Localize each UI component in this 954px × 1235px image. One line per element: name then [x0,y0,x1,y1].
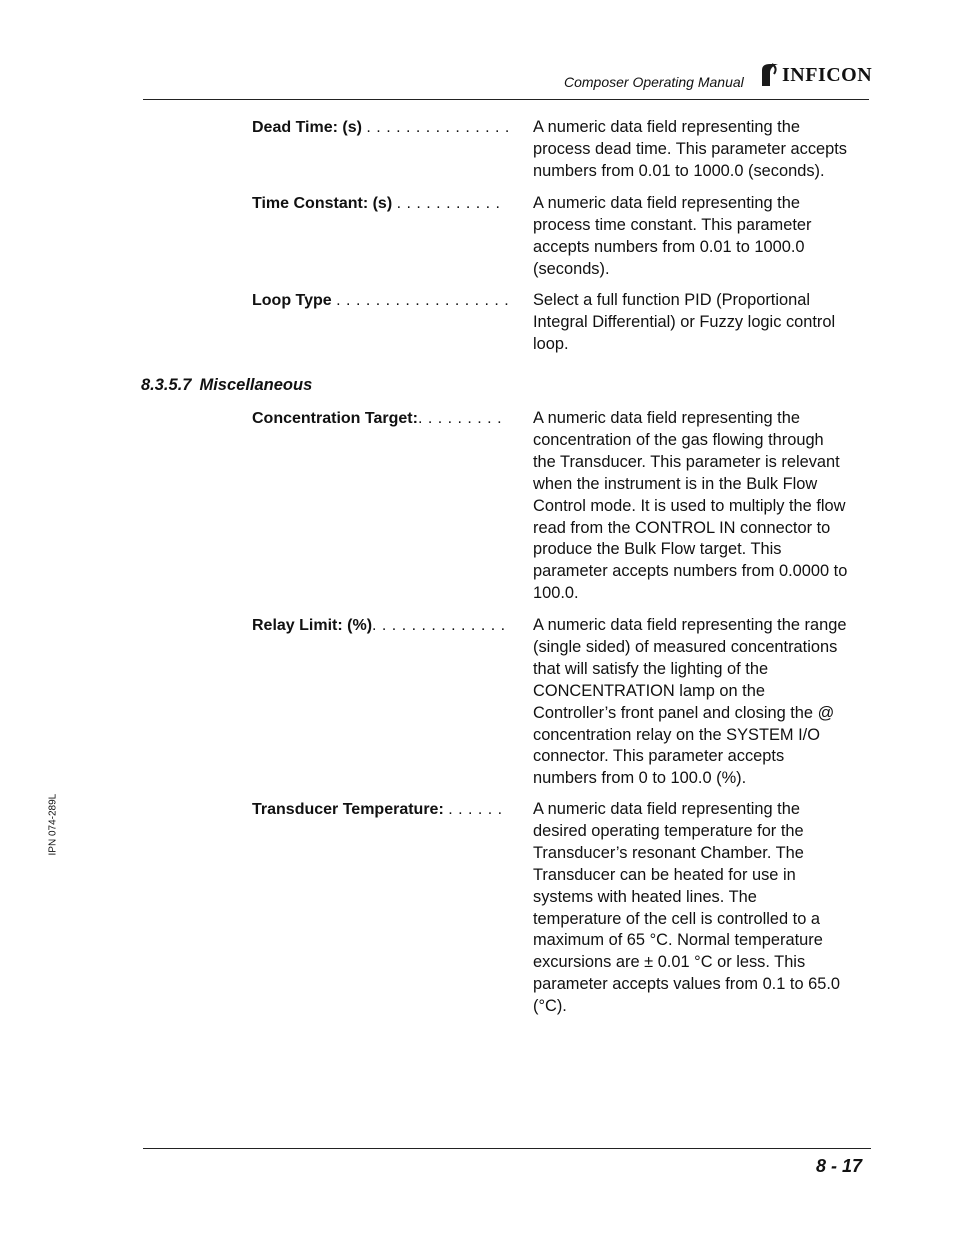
desc-line: process time constant. This parameter [533,215,812,234]
desc-concentration-target [533,408,868,605]
desc-line: when the instrument is in the Bulk Flow [533,474,818,493]
desc-line: that will satisfy the lighting of the [533,659,769,678]
term-time-constant [252,193,530,215]
desc-relay-limit [533,615,868,790]
desc-line: Controller’s front panel and closing the @ [533,703,835,722]
desc-line: parameter accepts values from 0.1 to 65.0 [533,975,841,994]
manual-title: Composer Operating Manual [564,74,744,90]
desc-time-constant [533,193,868,281]
desc-line: (seconds). [533,259,610,278]
desc-line: produce the Bulk Flow target. This [533,540,782,559]
desc-line: A numeric data field representing the [533,194,800,212]
desc-line: Select a full function PID (Proportional [533,291,810,309]
term-dead-time [252,117,530,139]
logo-text: INFICON [782,63,873,86]
desc-line: concentration relay on the SYSTEM I/O [533,725,820,744]
desc-line: read from the CONTROL IN connector to [533,518,831,537]
desc-line: A numeric data field representing the range [533,616,847,634]
section-number: 8.3.5.7 [141,376,192,394]
desc-line: Integral Differential) or Fuzzy logic control [533,312,836,331]
term-label: Relay Limit: (%) [252,617,373,634]
leader-dots: . . . . . . . . . [417,410,503,427]
header-rule [143,99,869,100]
desc-line: connector. This parameter accepts [533,747,785,766]
term-label: Concentration Target: [252,410,418,427]
document-ipn-label: IPN 074-289L [47,793,59,856]
term-relay-limit [252,615,530,637]
desc-line: Transducer’s resonant Chamber. The [533,843,804,862]
leader-dots: . . . . . . . . . . . . . . . . . . [336,292,510,309]
desc-line: process dead time. This parameter accepts [533,139,847,158]
desc-line: (°C). [533,997,567,1016]
desc-line: systems with heated lines. The [533,887,757,906]
leader-dots: . . . . . . . . . . . . . . . [366,119,510,136]
desc-line: (single sided) of measured concentrations [533,637,838,656]
inficon-logo-icon [758,62,780,88]
footer-rule [143,1148,871,1149]
desc-line: A numeric data field representing the [533,409,800,427]
desc-line: parameter accepts numbers from 0.0000 to [533,562,848,581]
term-transducer-temperature [252,799,530,821]
desc-loop-type [533,290,868,356]
desc-line: CONCENTRATION lamp on the [533,681,765,700]
term-label: Transducer Temperature: [252,801,444,818]
term-label: Dead Time: (s) [252,119,362,136]
inficon-logo [758,60,872,90]
term-label: Loop Type [252,292,332,309]
desc-line: Control mode. It is used to multiply the flow [533,496,846,515]
leader-dots: . . . . . . [448,801,503,818]
leader-dots: . . . . . . . . . . . . . . [372,617,506,634]
page-number: 8 - 17 [816,1156,863,1176]
desc-line: 100.0. [533,584,579,603]
term-label: Time Constant: (s) [252,195,393,212]
desc-line: A numeric data field representing the [533,118,800,136]
leader-dots: . . . . . . . . . . . [396,195,501,212]
desc-transducer-temperature [533,799,868,1018]
desc-dead-time [533,117,868,183]
desc-line: accepts numbers from 0.01 to 1000.0 [533,237,805,256]
desc-line: numbers from 0 to 100.0 (%). [533,769,747,788]
desc-line: Transducer can be heated for use in [533,865,796,884]
desc-line: the Transducer. This parameter is relevant [533,452,840,471]
desc-line: maximum of 65 °C. Normal temperature [533,931,823,950]
desc-line: excursions are ± 0.01 °C or less. This [533,953,806,972]
section-heading [141,376,312,395]
desc-line: concentration of the gas flowing through [533,430,824,449]
desc-line: A numeric data field representing the [533,800,800,818]
term-concentration-target [252,408,530,430]
desc-line: desired operating temperature for the [533,821,804,840]
section-title: Miscellaneous [199,376,313,394]
desc-line: loop. [533,334,569,353]
term-loop-type [252,290,530,312]
desc-line: temperature of the cell is controlled to a [533,909,820,928]
desc-line: numbers from 0.01 to 1000.0 (seconds). [533,161,825,180]
